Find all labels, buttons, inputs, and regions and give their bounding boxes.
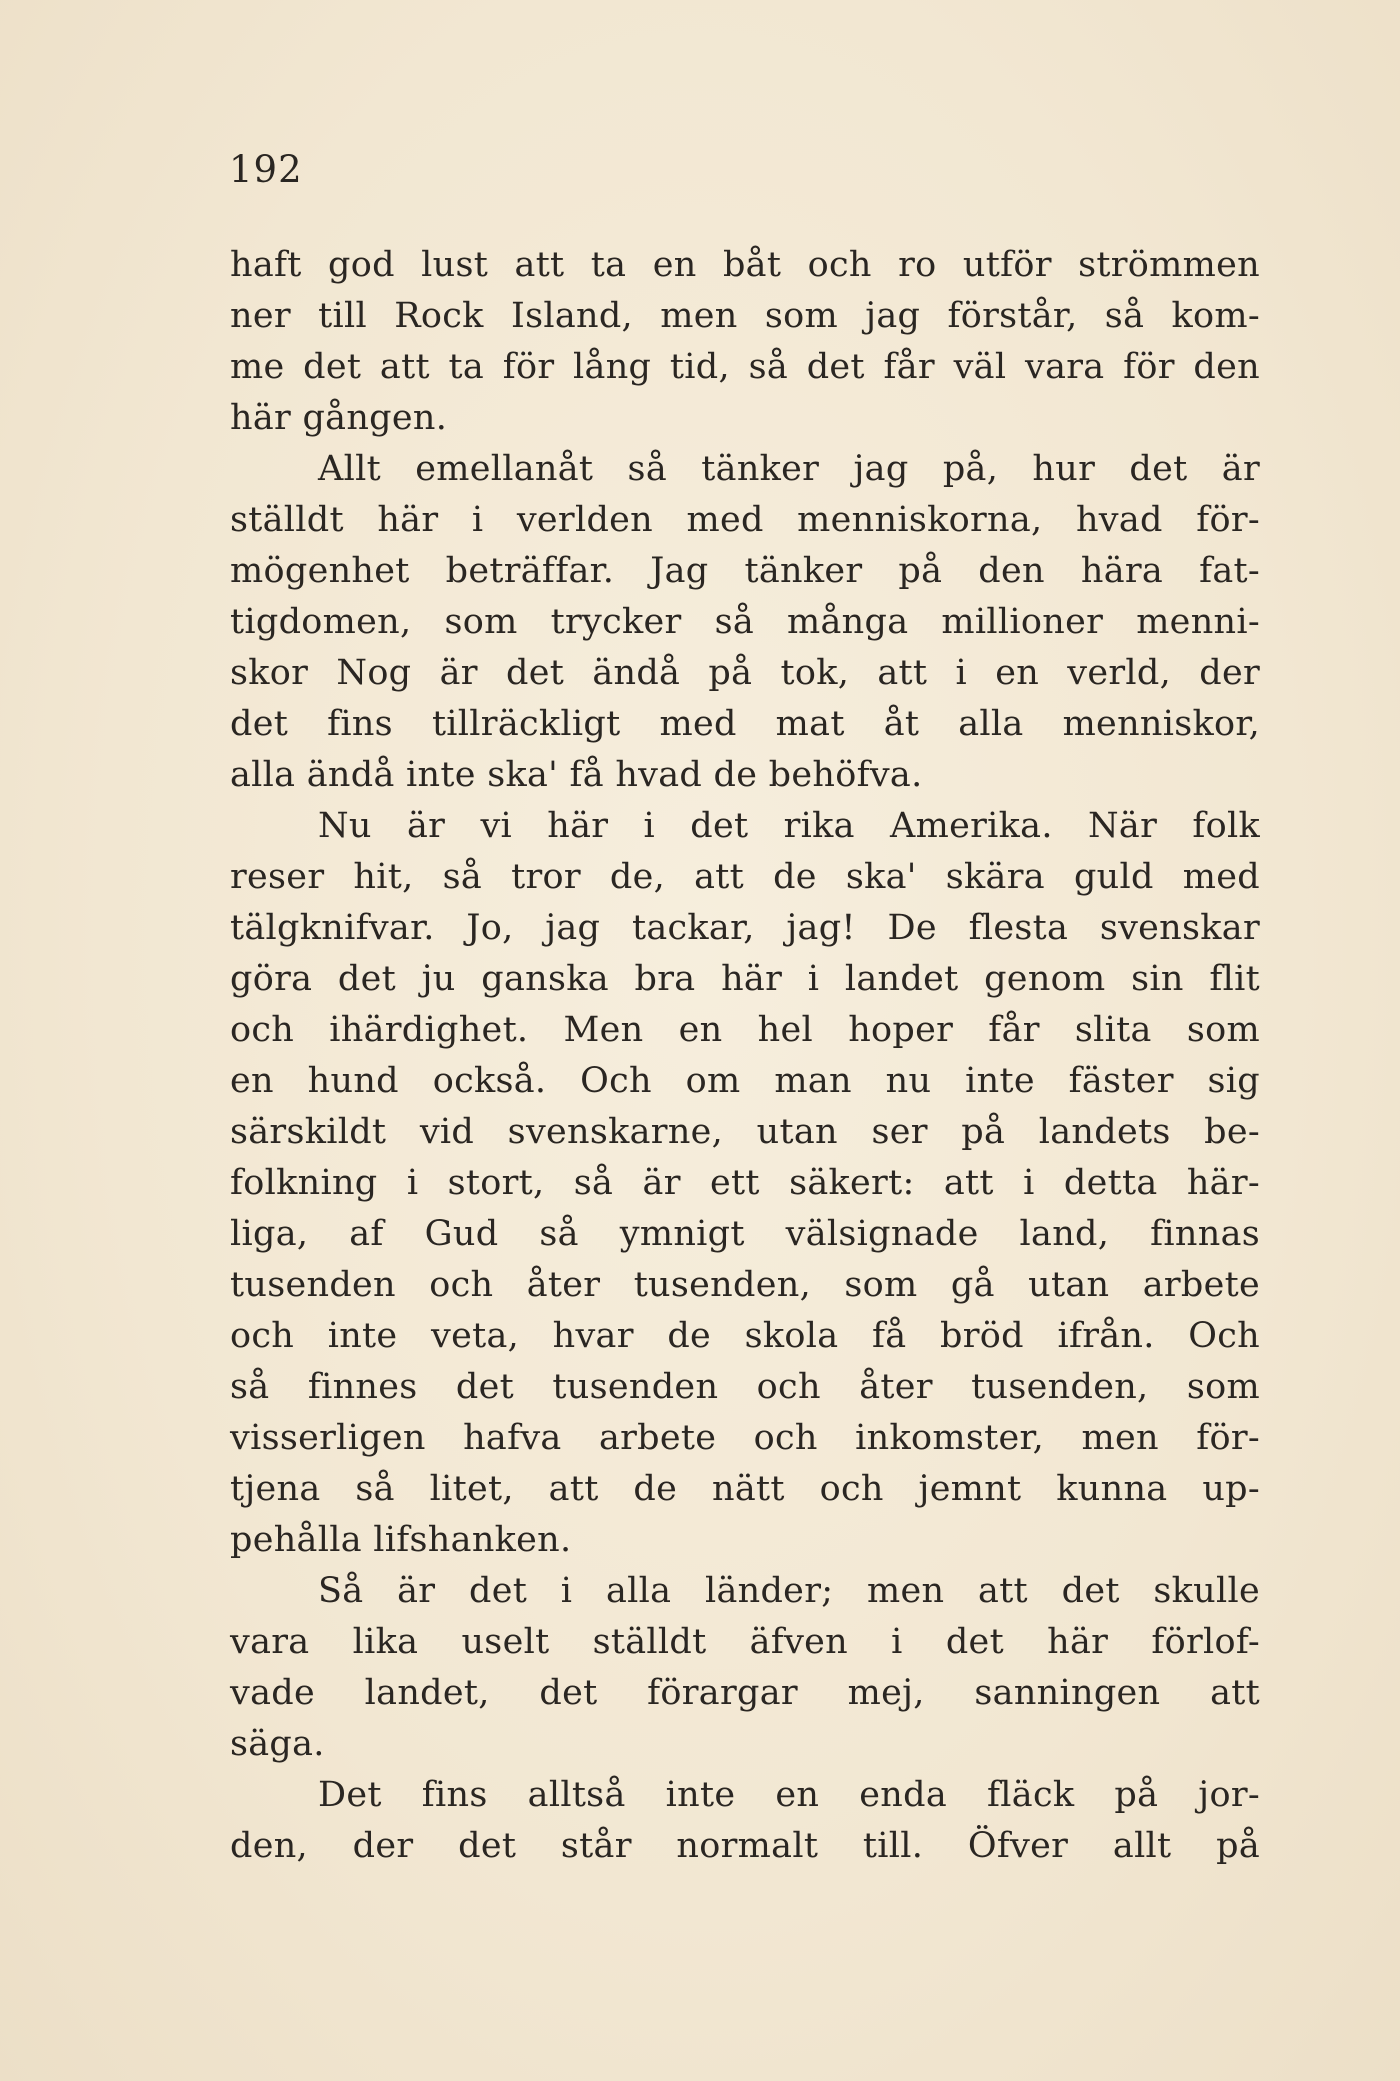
- text-line: tälgknifvar. Jo, jag tackar, jag! De flesta svenskar: [230, 908, 1260, 948]
- text-line: tusenden och åter tusenden, som gå utan arbete: [230, 1265, 1260, 1305]
- text-line: särskildt vid svenskarne, utan ser på landets be-: [230, 1112, 1260, 1152]
- text-line: så finnes det tusenden och åter tusenden, som: [230, 1367, 1260, 1407]
- text-line: reser hit, så tror de, att de ska' skära guld med: [230, 857, 1260, 897]
- text-line: säga.: [230, 1724, 325, 1764]
- text-line: den, der det står normalt till. Öfver allt på: [230, 1826, 1260, 1866]
- text-line: vade landet, det förargar mej, sanningen att: [230, 1673, 1260, 1713]
- page-number: 192: [229, 148, 303, 191]
- text-line: vara lika uselt ställdt äfven i det här förlof-: [230, 1622, 1260, 1662]
- text-line: en hund också. Och om man nu inte fäster sig: [230, 1061, 1260, 1101]
- text-line: liga, af Gud så ymnigt välsignade land, finnas: [230, 1214, 1260, 1254]
- text-line: Nu är vi här i det rika Amerika. När folk: [318, 806, 1260, 846]
- text-line: me det att ta för lång tid, så det får väl vara för den: [230, 347, 1260, 387]
- text-line: tigdomen, som trycker så många millioner menni-: [230, 602, 1260, 642]
- text-line: tjena så litet, att de nätt och jemnt kunna up-: [230, 1469, 1260, 1509]
- text-line: pehålla lifshanken.: [230, 1520, 572, 1560]
- text-line: ner till Rock Island, men som jag förstår, så kom-: [230, 296, 1260, 336]
- text-line: skor Nog är det ändå på tok, att i en verld, der: [230, 653, 1260, 693]
- text-line: folkning i stort, så är ett säkert: att i detta här-: [230, 1163, 1260, 1203]
- text-line: Så är det i alla länder; men att det skulle: [318, 1571, 1260, 1611]
- text-line: ställdt här i verlden med menniskorna, hvad för-: [230, 500, 1260, 540]
- body-text: [230, 240, 1260, 1872]
- text-line: Det fins alltså inte en enda fläck på jor-: [318, 1775, 1260, 1815]
- text-line: alla ändå inte ska' få hvad de behöfva.: [230, 755, 923, 795]
- text-line: Allt emellanåt så tänker jag på, hur det är: [318, 449, 1260, 489]
- text-line: det fins tillräckligt med mat åt alla menniskor,: [230, 704, 1260, 744]
- text-line: göra det ju ganska bra här i landet genom sin flit: [230, 959, 1260, 999]
- text-line: visserligen hafva arbete och inkomster, men för-: [230, 1418, 1260, 1458]
- text-line: mögenhet beträffar. Jag tänker på den hära fat-: [230, 551, 1260, 591]
- text-line: och inte veta, hvar de skola få bröd ifrån. Och: [230, 1316, 1260, 1356]
- text-line: haft god lust att ta en båt och ro utför strömmen: [230, 245, 1260, 285]
- text-line: och ihärdighet. Men en hel hoper får slita som: [230, 1010, 1260, 1050]
- text-line: här gången.: [230, 398, 448, 438]
